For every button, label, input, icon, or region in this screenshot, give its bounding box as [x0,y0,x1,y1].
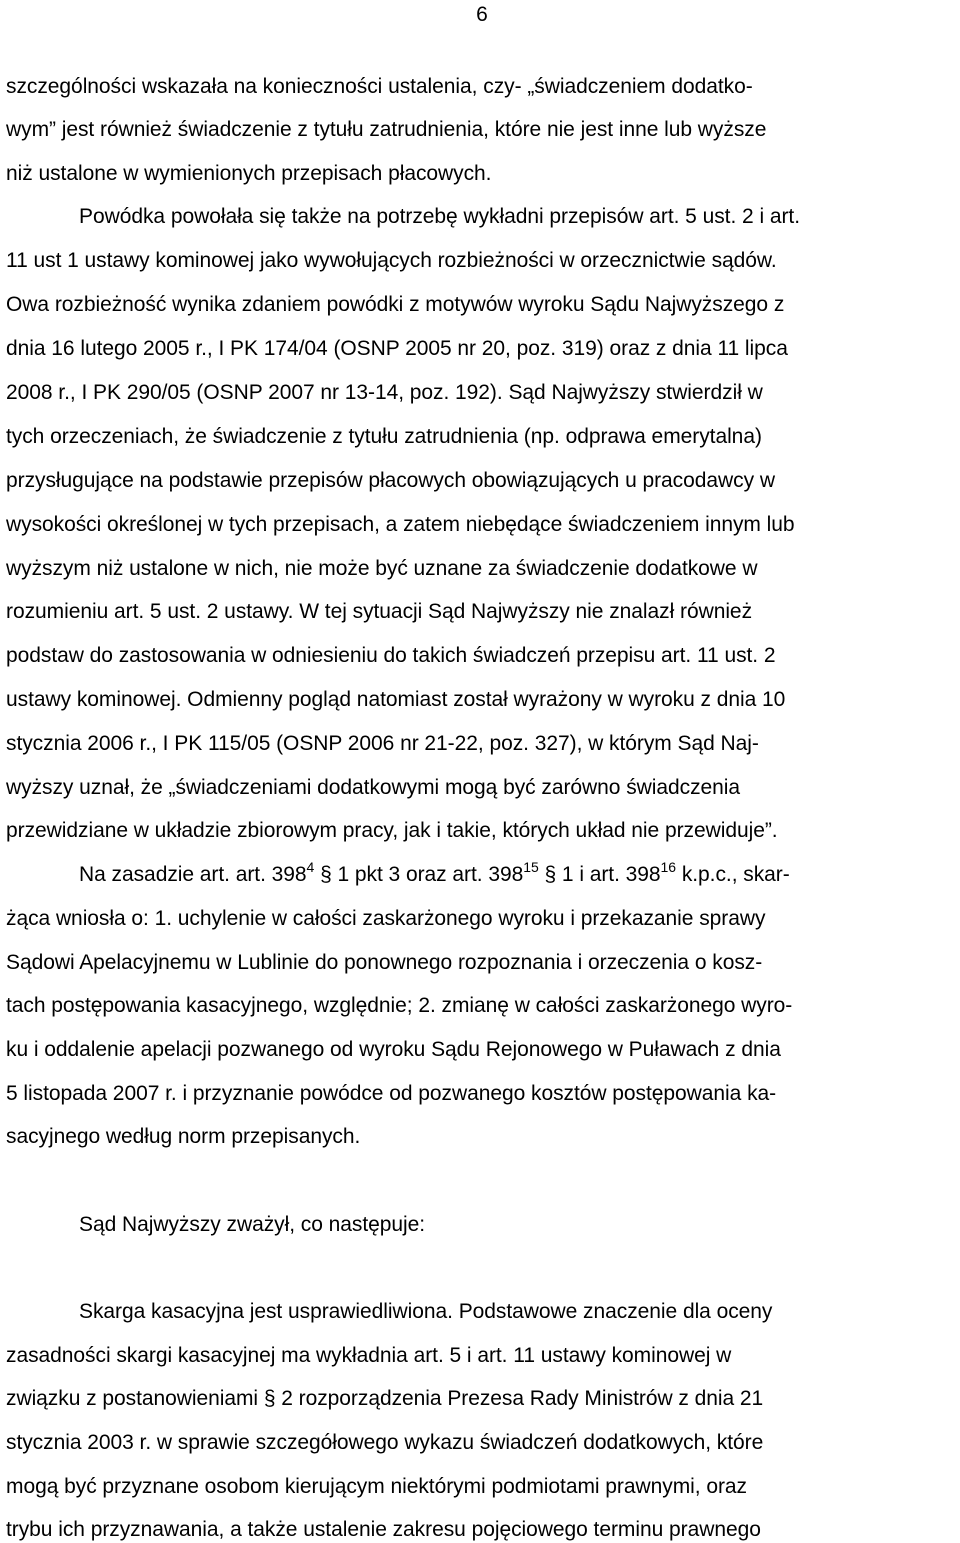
text-span: § 1 i art. 398 [538,863,661,886]
superscript: 16 [660,859,677,875]
text-line: wysokości określonej w tych przepisach, a zatem niebędące świadczeniem innym lub [6,513,795,536]
text-line: wym” jest również świadczenie z tytułu zatrudnienia, które nie jest inne lub wyższe [6,118,767,141]
text-line-with-superscripts [79,859,790,888]
text-line: tych orzeczeniach, że świadczenie z tytułu zatrudnienia (np. odprawa emerytalna) [6,425,762,448]
text-span: Na zasadzie art. art. 398 [79,863,307,886]
text-line: zasadności skargi kasacyjnej ma wykładnia art. 5 i art. 11 ustawy kominowej w [6,1344,732,1367]
text-line: Sądowi Apelacyjnemu w Lublinie do ponownego rozpoznania i orzeczenia o kosz- [6,951,763,974]
text-line: wyższym niż ustalone w nich, nie może być uznane za świadczenie dodatkowe w [6,557,758,580]
text-line: żąca wniosła o: 1. uchylenie w całości zaskarżonego wyroku i przekazanie sprawy [6,907,766,930]
page-number: 6 [476,3,488,26]
text-line: trybu ich przyznawania, a także ustalenie zakresu pojęciowego terminu prawnego [6,1518,761,1541]
text-span: § 1 pkt 3 oraz art. 398 [314,863,524,886]
text-line: 5 listopada 2007 r. i przyznanie powódce od pozwanego kosztów postępowania ka- [6,1082,777,1105]
text-line: wyższy uznał, że „świadczeniami dodatkowymi mogą być zarówno świadczenia [6,776,741,799]
text-line: 11 ust 1 ustawy kominowej jako wywołujących rozbieżności w orzecznictwie sądów. [6,249,777,272]
text-line: stycznia 2006 r., I PK 115/05 (OSNP 2006 nr 21-22, poz. 327), w którym Sąd Naj- [6,732,759,755]
text-line: ku i oddalenie apelacji pozwanego od wyroku Sądu Rejonowego w Puławach z dnia [6,1038,781,1061]
text-line: przysługujące na podstawie przepisów płacowych obowiązujących u pracodawcy w [6,469,775,492]
text-line: ustawy kominowej. Odmienny pogląd natomiast został wyrażony w wyroku z dnia 10 [6,688,786,711]
text-line: 2008 r., I PK 290/05 (OSNP 2007 nr 13-14, poz. 192). Sąd Najwyższy stwierdził w [6,381,763,404]
text-line: niż ustalone w wymienionych przepisach płacowych. [6,162,492,185]
text-line: związku z postanowieniami § 2 rozporządzenia Prezesa Rady Ministrów z dnia 21 [6,1387,764,1410]
text-line: Powódka powołała się także na potrzebę wykładni przepisów art. 5 ust. 2 i art. [79,205,800,228]
text-line: szczególności wskazała na konieczności ustalenia, czy- „świadczeniem dodatko- [6,75,753,98]
text-line: stycznia 2003 r. w sprawie szczegółowego wykazu świadczeń dodatkowych, które [6,1431,764,1454]
text-line: dnia 16 lutego 2005 r., I PK 174/04 (OSNP 2005 nr 20, poz. 319) oraz z dnia 11 lipca [6,337,788,360]
text-line: przewidziane w układzie zbiorowym pracy, jak i takie, których układ nie przewiduje”. [6,819,778,842]
text-line: rozumieniu art. 5 ust. 2 ustawy. W tej sytuacji Sąd Najwyższy nie znalazł również [6,600,753,623]
text-line: mogą być przyznane osobom kierującym niektórymi podmiotami prawnymi, oraz [6,1475,747,1498]
text-line: sacyjnego według norm przepisanych. [6,1125,361,1148]
text-line: Owa rozbieżność wynika zdaniem powódki z motywów wyroku Sądu Najwyższego z [6,293,785,316]
text-span: k.p.c., skar- [676,863,790,886]
text-line: podstaw do zastosowania w odniesieniu do takich świadczeń przepisu art. 11 ust. 2 [6,644,776,667]
section-heading: Sąd Najwyższy zważył, co następuje: [79,1213,426,1236]
text-line: tach postępowania kasacyjnego, względnie; 2. zmianę w całości zaskarżonego wyro- [6,994,793,1017]
superscript: 15 [523,859,539,875]
superscript: 4 [306,859,315,875]
text-line: Skarga kasacyjna jest usprawiedliwiona. Podstawowe znaczenie dla oceny [79,1300,773,1323]
